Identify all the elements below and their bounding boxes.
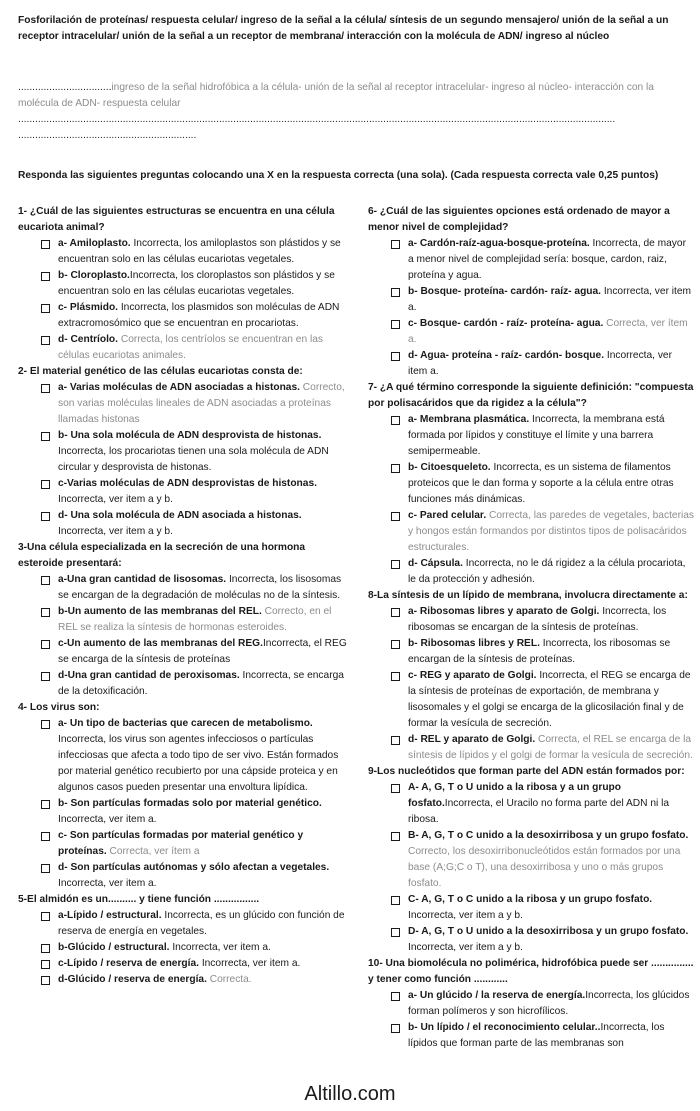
- checkbox[interactable]: [391, 992, 400, 1001]
- checkbox[interactable]: [391, 896, 400, 905]
- option-label: c- REG y aparato de Golgi.: [408, 670, 537, 681]
- question-text: 5-El almidón es un.......... y tiene función ................: [18, 894, 260, 905]
- answer-option: [18, 572, 348, 604]
- option-comment: Incorrecta, los cloroplastos son plástidos y se encuentran solo en las células eucariotas vegetales.: [58, 270, 335, 297]
- order-answer-line: [18, 80, 688, 112]
- option-comment: Incorrecta, de mayor a menor nivel de complejidad sería: bosque, cardon, raiz, proteína y agua.: [408, 238, 686, 281]
- option-label: a- Un glúcido / la reserva de energía.: [408, 990, 586, 1001]
- checkbox[interactable]: [41, 800, 50, 809]
- option-comment: Incorrecta, los ribosomas se encargan de la síntesis de proteínas.: [408, 606, 667, 633]
- checkbox[interactable]: [41, 960, 50, 969]
- checkbox[interactable]: [41, 640, 50, 649]
- question-text: 7- ¿A qué término corresponde la siguiente definición: "compuesta por polisacáridos que da rigidez a la célula"?: [368, 382, 694, 409]
- option-label: c-Varias moléculas de ADN desprovistas de histonas.: [58, 478, 317, 489]
- answer-option: [18, 636, 348, 668]
- answer-option: [18, 796, 348, 828]
- option-comment: Correcto, son varias moléculas lineales de ADN asociadas a proteínas llamadas histonas: [58, 382, 345, 425]
- option-comment: Incorrecta, se encarga de la detoxificación.: [58, 670, 344, 697]
- option-comment: Incorrecta, los plasmidos son moléculas de ADN extracromosómico que se encuentran en procariotas.: [58, 302, 340, 329]
- option-comment: Correcta, ver ítem a.: [408, 318, 688, 345]
- option-label: a- Varias moléculas de ADN asociadas a histonas.: [58, 382, 300, 393]
- question-text: 9-Los nucleótidos que forman parte del ADN están formados por:: [368, 766, 685, 777]
- answer-option: [368, 892, 694, 924]
- option-comment: Incorrecta, ver item a.: [198, 958, 301, 969]
- checkbox[interactable]: [391, 416, 400, 425]
- answer-option: [18, 908, 348, 940]
- checkbox[interactable]: [391, 640, 400, 649]
- answer-option: [18, 972, 348, 988]
- option-label: b-Un aumento de las membranas del REL.: [58, 606, 262, 617]
- checkbox[interactable]: [41, 432, 50, 441]
- checkbox[interactable]: [41, 336, 50, 345]
- checkbox[interactable]: [41, 720, 50, 729]
- right-question-column: [368, 204, 694, 1052]
- answer-option: [18, 956, 348, 972]
- option-label: b- Cloroplasto.: [58, 270, 130, 281]
- checkbox[interactable]: [391, 240, 400, 249]
- checkbox[interactable]: [41, 608, 50, 617]
- option-label: d-Glúcido / reserva de energía.: [58, 974, 207, 985]
- option-comment: Incorrecta, ver item a y b.: [408, 910, 523, 921]
- checkbox[interactable]: [41, 576, 50, 585]
- answer-option: [18, 716, 348, 796]
- checkbox[interactable]: [391, 560, 400, 569]
- checkbox[interactable]: [391, 672, 400, 681]
- checkbox[interactable]: [41, 832, 50, 841]
- answer-option: [368, 556, 694, 588]
- option-label: a-Una gran cantidad de lisosomas.: [58, 574, 227, 585]
- option-comment: Incorrecta, el Uracilo no forma parte del ADN ni la ribosa.: [408, 798, 670, 825]
- order-answer-text: ingreso de la señal hidrofóbica a la célula- unión de la señal al receptor intracelular- ingreso al núcleo- interacción con la molécula de ADN- respuesta celular: [18, 82, 654, 109]
- question-text: 3-Una célula especializada en la secreción de una hormona esteroide presentará:: [18, 542, 306, 569]
- option-label: A- A, G, T o U unido a la ribosa y a un grupo fosfato.: [408, 782, 622, 809]
- option-label: d-Una gran cantidad de peroxisomas.: [58, 670, 240, 681]
- option-comment: Incorrecta, los ribosomas se encargan de la síntesis de proteínas.: [408, 638, 671, 665]
- answer-option: [18, 332, 348, 364]
- answer-option: [368, 316, 694, 348]
- option-label: D- A, G, T o U unido a la desoxirribosa y un grupo fosfato.: [408, 926, 689, 937]
- answer-option: [368, 460, 694, 508]
- answer-blank-dots: .................................: [18, 82, 112, 93]
- checkbox[interactable]: [41, 384, 50, 393]
- option-comment: Correcta, el REL se encarga de la síntesis de lípidos y el golgi de formar la vesícula de secreción.: [408, 734, 693, 761]
- option-comment: Correcta.: [206, 974, 252, 985]
- answer-option: [368, 668, 694, 732]
- answer-option: [18, 860, 348, 892]
- option-label: a- Ribosomas libres y aparato de Golgi.: [408, 606, 600, 617]
- checkbox[interactable]: [391, 1024, 400, 1033]
- answer-option: [18, 940, 348, 956]
- option-comment: Incorrecta, los lípidos que forman parte de las membranas son: [408, 1022, 665, 1049]
- checkbox[interactable]: [41, 912, 50, 921]
- option-label: d- REL y aparato de Golgi.: [408, 734, 536, 745]
- option-label: C- A, G, T o C unido a la ribosa y un grupo fosfato.: [408, 894, 653, 905]
- answer-option: [368, 348, 694, 380]
- option-comment: Incorrecta, no le dá rigidez a la célula procariota, le da protección y adhesión.: [408, 558, 686, 585]
- option-label: c-Un aumento de las membranas del REG.: [58, 638, 263, 649]
- checkbox[interactable]: [41, 672, 50, 681]
- answer-option: [18, 380, 348, 428]
- option-label: a- Cardón-raíz-agua-bosque-proteína.: [408, 238, 590, 249]
- answer-option: [368, 508, 694, 556]
- option-comment: Incorrecta, los glúcidos forman polímeros y son hicrofílicos.: [408, 990, 690, 1017]
- option-comment: Incorrecta, es un glúcido con función de reserva de energía en vegetales.: [58, 910, 345, 937]
- option-comment: Correcta, los centríolos se encuentran en las células eucariotas animales.: [58, 334, 323, 361]
- answer-option: [368, 284, 694, 316]
- checkbox[interactable]: [41, 944, 50, 953]
- question-text: 4- Los virus son:: [18, 702, 100, 713]
- blank-dots-line: ...............................................................: [18, 130, 197, 141]
- option-comment: Correcto, los desoxirribonucleótidos están formados por una base (A;G;C o T), una desoxirribosa y uno o más grupos fosfato.: [408, 846, 681, 889]
- option-label: b- Son partículas formadas solo por material genético.: [58, 798, 322, 809]
- option-label: a- Un tipo de bacterias que carecen de metabolismo.: [58, 718, 313, 729]
- option-comment: Incorrecta, los procariotas tienen una sola molécula de ADN circular y desprovista de histonas.: [58, 446, 329, 473]
- option-comment: Incorrecta, el REG se encarga de la síntesis de proteínas de exportación, de membrana y lisosomales y el golgi se encarga de la glicosilación final y de formar la vesícula de secreción.: [408, 670, 691, 729]
- option-label: b- Un lípido / el reconocimiento celular..: [408, 1022, 601, 1033]
- answer-option: [368, 236, 694, 284]
- checkbox[interactable]: [41, 304, 50, 313]
- option-label: d- Una sola molécula de ADN asociada a histonas.: [58, 510, 302, 521]
- option-label: c- Son partículas formadas por material genético y proteínas.: [58, 830, 304, 857]
- option-label: c- Bosque- cardón - raíz- proteína- agua.: [408, 318, 604, 329]
- intro-concepts-list: Fosforilación de proteínas/ respuesta celular/ ingreso de la señal a la célula/ síntesis de un segundo mensajero/ unión de la señal a un receptor intracelular/ unión de la señal a un receptor de membrana/ interacción con la molécula de ADN/ ingreso al núcleo: [18, 15, 669, 42]
- option-comment: Incorrecta, ver item a.: [58, 878, 157, 889]
- answer-option: [18, 828, 348, 860]
- answer-option: [18, 476, 348, 508]
- checkbox[interactable]: [41, 480, 50, 489]
- option-label: a-Lípido / estructural.: [58, 910, 162, 921]
- answer-option: [368, 636, 694, 668]
- option-label: b- Bosque- proteína- cardón- raíz- agua.: [408, 286, 602, 297]
- option-label: b- Citoesqueleto.: [408, 462, 491, 473]
- checkbox[interactable]: [391, 832, 400, 841]
- answer-option: [368, 828, 694, 892]
- checkbox[interactable]: [391, 352, 400, 361]
- question-text: 6- ¿Cuál de las siguientes opciones está ordenado de mayor a menor nivel de complejidad?: [368, 206, 670, 233]
- left-question-column: [18, 204, 348, 988]
- checkbox[interactable]: [41, 512, 50, 521]
- option-comment: Incorrecta, los amiloplastos son plástidos y se encuentran solo en las células eucariotas vegetales.: [58, 238, 341, 265]
- question-text: 2- El material genético de las células eucariotas consta de:: [18, 366, 303, 377]
- option-comment: Incorrecta, los virus son agentes infecciosos o partículas infecciosas que afecta a todo tipo de ser vivo. Están formados por material genético recubierto por una cápside proteica y en algunos casos pueden presentar una envoltura lipídica.: [58, 734, 339, 793]
- option-comment: Correcto, en el REL se realiza la síntesis de hormonas esteroides.: [58, 606, 332, 633]
- option-label: c- Pared celular.: [408, 510, 487, 521]
- answer-option: [18, 668, 348, 700]
- checkbox[interactable]: [391, 736, 400, 745]
- answer-option: [368, 988, 694, 1020]
- checkbox[interactable]: [391, 288, 400, 297]
- checkbox[interactable]: [391, 320, 400, 329]
- option-label: d- Centríolo.: [58, 334, 118, 345]
- answer-option: [368, 732, 694, 764]
- option-comment: Incorrecta, los lisosomas se encargan de la degradación de moléculas no de la síntesis.: [58, 574, 342, 601]
- question-text: 10- Una biomolécula no polimérica, hidrofóbica puede ser ............... y tener como función ............: [368, 958, 694, 985]
- option-comment: Correcta, las paredes de vegetales, bacterias y hongos están formandos por distintos tipos de polisacáridos estructurales.: [408, 510, 694, 553]
- answer-option: [368, 412, 694, 460]
- blank-dots-line: ...................................................................................................................................................................................................................: [18, 114, 616, 125]
- option-label: a- Amiloplasto.: [58, 238, 131, 249]
- question-text: 8-La síntesis de un lípido de membrana, involucra directamente a:: [368, 590, 688, 601]
- option-comment: Incorrecta, ver item a.: [58, 814, 157, 825]
- option-comment: Incorrecta, la membrana está formada por lípidos y constituye el límite y una barrera semipermeable.: [408, 414, 665, 457]
- checkbox[interactable]: [41, 864, 50, 873]
- checkbox[interactable]: [391, 608, 400, 617]
- answer-option: [18, 604, 348, 636]
- option-label: d- Cápsula.: [408, 558, 463, 569]
- checkbox[interactable]: [41, 240, 50, 249]
- option-label: d- Agua- proteína - raíz- cardón- bosque.: [408, 350, 605, 361]
- option-label: c- Plásmido.: [58, 302, 119, 313]
- answer-option: [18, 268, 348, 300]
- option-comment: Incorrecta, el REG se encarga de la síntesis de proteínas: [58, 638, 347, 665]
- option-comment: Incorrecta, ver item a.: [408, 350, 672, 377]
- footer-watermark: Altillo.com: [304, 1083, 396, 1105]
- option-comment: Incorrecta, ver item a.: [169, 942, 271, 953]
- checkbox[interactable]: [391, 928, 400, 937]
- option-comment: Incorrecta, ver item a y b.: [58, 494, 173, 505]
- checkbox[interactable]: [391, 512, 400, 521]
- option-label: B- A, G, T o C unido a la desoxirribosa y un grupo fosfato.: [408, 830, 689, 841]
- option-comment: Incorrecta, ver item a.: [408, 286, 692, 313]
- option-label: b-Glúcido / estructural.: [58, 942, 170, 953]
- option-comment: Incorrecta, ver item a y b.: [58, 526, 173, 537]
- checkbox[interactable]: [41, 976, 50, 985]
- answer-option: [368, 924, 694, 956]
- option-label: c-Lípido / reserva de energía.: [58, 958, 199, 969]
- option-label: b- Una sola molécula de ADN desprovista de histonas.: [58, 430, 322, 441]
- answer-option: [18, 428, 348, 476]
- answer-option: [18, 300, 348, 332]
- option-label: d- Son partículas autónomas y sólo afectan a vegetales.: [58, 862, 330, 873]
- answer-option: [368, 604, 694, 636]
- checkbox[interactable]: [41, 272, 50, 281]
- checkbox[interactable]: [391, 784, 400, 793]
- answer-option: [18, 508, 348, 540]
- answer-option: [368, 780, 694, 828]
- question-text: 1- ¿Cuál de las siguientes estructuras se encuentra en una célula eucariota animal?: [18, 206, 335, 233]
- answer-option: [368, 1020, 694, 1052]
- option-comment: Incorrecta, es un sistema de filamentos proteicos que le dan forma y soporte a la célula entre otras funciones más dinámicas.: [408, 462, 674, 505]
- answer-option: [18, 236, 348, 268]
- option-label: b- Ribosomas libres y REL.: [408, 638, 540, 649]
- instructions: Responda las siguientes preguntas colocando una X en la respuesta correcta (una sola). (Cada respuesta correcta vale 0,25 puntos): [18, 170, 659, 181]
- option-label: a- Membrana plasmática.: [408, 414, 530, 425]
- option-comment: Incorrecta, ver item a y b.: [408, 942, 523, 953]
- option-comment: Correcta, ver ítem a: [106, 846, 200, 857]
- checkbox[interactable]: [391, 464, 400, 473]
